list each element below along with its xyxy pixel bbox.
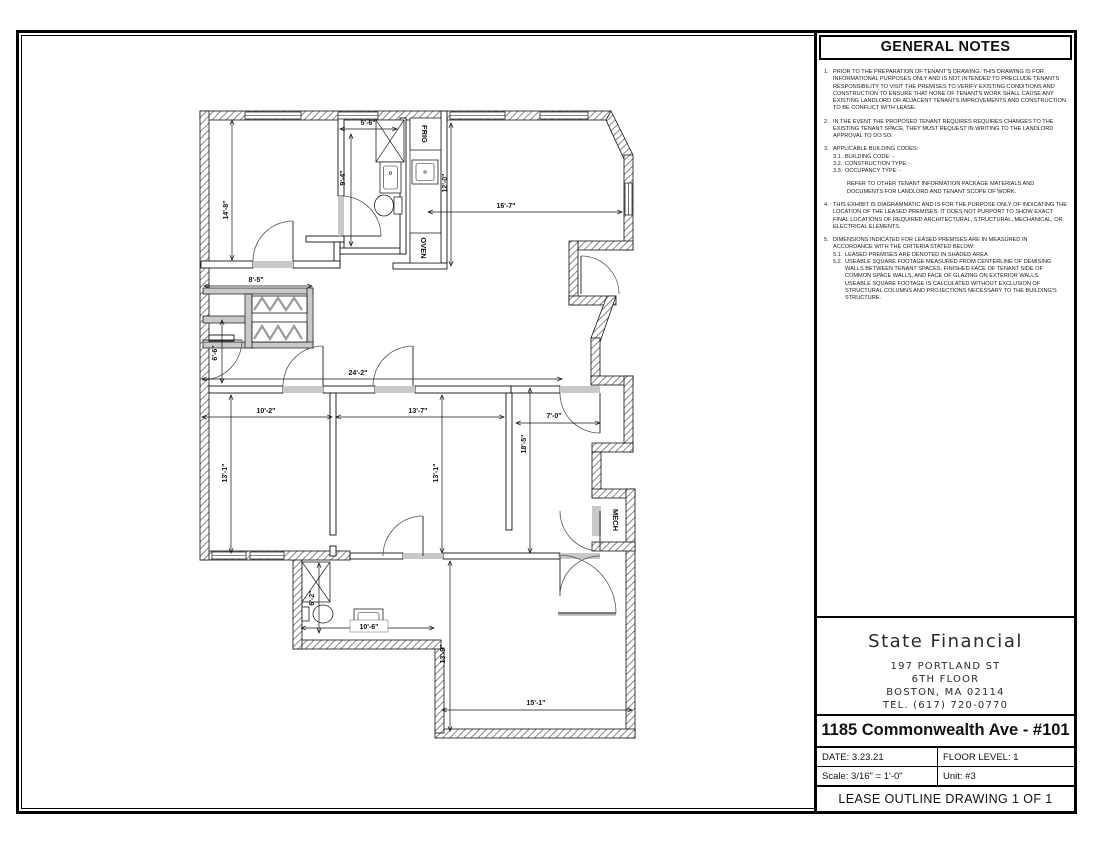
note-sub-item: 5.2. USEABLE SQUARE FOOTAGE MEASURED FROM CENTERLINE OF DEMISING WALLS BETWEEN TENANT SPACES, FINISHED FACE OF TENANT SIDE OF COMMON SPACE WALLS, AND FACE OF GLAZING ON EXTERIOR WALLS. USEABLE SQUARE FOOTAGE IS CALCULATED WITHOUT EXCLUSION OF STRUCTURAL COLUMNS AND PROJECTIONS NECESSARY TO THE BUILDING'S STRUCTURE.	[833, 258, 1057, 302]
dim-label: 10'-6"	[359, 624, 379, 631]
room-label: OVEN	[419, 237, 428, 259]
note-number: 1.	[824, 69, 829, 75]
drawing-sheet	[16, 30, 1077, 814]
note-sub-item: 3.2. CONSTRUCTION TYPE: -	[833, 160, 912, 167]
sink-icon	[412, 160, 438, 184]
dim-label: 24'-2"	[348, 370, 368, 377]
dim-label: 13'-7"	[408, 408, 428, 415]
general-notes-title: GENERAL NOTES	[819, 35, 1072, 60]
meta-row-2	[817, 766, 1074, 785]
note-item	[821, 69, 1069, 113]
window-icon	[245, 112, 301, 119]
dim-label: 13'-9"	[440, 644, 447, 664]
dim-label: 7'-0"	[546, 413, 562, 420]
door-icon	[253, 221, 293, 261]
floor-plan	[188, 98, 668, 748]
dim-label: 8'-5"	[248, 277, 264, 284]
door-icon	[383, 516, 423, 556]
window-icon	[250, 552, 284, 559]
title-block-panel	[814, 33, 1074, 811]
note-sub-item: 5.1. LEASED PREMISES ARE DENOTED IN SHADED AREA	[833, 251, 988, 258]
dim-label: 16'-7"	[496, 203, 516, 210]
date-field: DATE: 3.23.21	[822, 752, 884, 763]
note-text: IN THE EVENT THE PROPOSED TENANT REQUIRES REQUIRES CHANGES TO THE EXISTING TENANT SPACE, THEY MUST REQUEST IN WRITING TO THE LANDLORD APPROVAL TO DO SO.	[833, 118, 1054, 140]
project-title: 1185 Commonwealth Ave - #101	[817, 714, 1074, 746]
dim-label: 18'-5"	[521, 434, 528, 454]
window-icon	[212, 552, 246, 559]
room-label: MECH	[611, 508, 620, 532]
note-text: APPLICABLE BUILDING CODES:	[833, 146, 919, 153]
dim-label: 12'-0"	[442, 173, 449, 193]
firm-name: State Financial	[868, 631, 1023, 652]
firm-address-line: 6TH FLOOR	[911, 674, 980, 685]
sheet-title: LEASE OUTLINE DRAWING 1 OF 1	[817, 785, 1074, 811]
note-number: 3.	[824, 146, 829, 153]
dim-label: 15'-1"	[526, 700, 546, 707]
note-text: THIS EXHIBIT IS DIAGRAMMATIC AND IS FOR THE PURPOSE ONLY OF INDICATING THE LOCATION OF THE LEASED PREMISES. IT DOES NOT PURPORT TO SHOW EXACT FINAL LOCATIONS OF REQUIRED ARCHITECTURAL, STRUCTURAL, MECHANICAL, OR ELECTRICAL ELEMENTS.	[833, 201, 1067, 230]
note-number: 5.	[824, 237, 829, 244]
note-item	[821, 237, 1069, 302]
note-sub-item: 3.1. BUILDING CODE: -	[833, 153, 895, 160]
firm-address-line: TEL. (617) 720-0770	[882, 700, 1009, 711]
firm-address-line: 197 PORTLAND ST	[890, 661, 1001, 672]
note-item	[821, 202, 1069, 231]
door-icon	[581, 256, 619, 294]
toilet-icon	[375, 195, 403, 216]
general-notes-list	[817, 62, 1074, 616]
note-text: DIMENSIONS INDICATED FOR LEASED PREMISES ARE IN MEASURED IN ACCORDANCE WITH THE CRITERIA STATED BELOW:	[833, 237, 1028, 251]
firm-address	[817, 660, 1074, 712]
door-icon	[373, 346, 413, 386]
shower-icon	[376, 120, 404, 162]
note-sub-item: 3.3. OCCUPANCY TYPE: -	[833, 168, 902, 175]
note-item	[821, 119, 1069, 141]
dim-label: 10'-2"	[256, 408, 276, 415]
exterior-walls	[200, 111, 635, 738]
note-after-text: REFER TO OTHER TENANT INFORMATION PACKAGE MATERIALS AND DOCUMENTS FOR LANDLORD AND TENANT SCOPE OF WORK.	[847, 181, 1035, 195]
dim-label: 6'-2"	[309, 590, 316, 606]
scale-field: Scale: 3/16" = 1'-0"	[822, 771, 903, 782]
firm-address-line: BOSTON, MA 02114	[886, 687, 1005, 698]
firm-block	[817, 616, 1074, 714]
door-icon	[558, 555, 616, 614]
note-text: PRIOR TO THE PREPARATION OF TENANT'S DRAWING. THIS DRAWING IS FOR INFORMATIONAL PURPOSES ONLY AND IS NOT INTENDED TO PRECLUDE TENANTS RESPONSIBILITY TO VISIT THE PREMISES TO VERIFY EXISTING CONDITIONS AND CONSTRUCTION TO ENSURE THAT NONE OF TENANTS WORK SHALL CAUSE ANY EXISTING LANDLORD OR ADJACENT TENANTS IMPROVEMENTS AND CONSTRUCTION TO BE CONFLICT WITH LEASE.	[833, 69, 1066, 112]
window-icon	[450, 112, 505, 119]
dimensions	[202, 120, 632, 731]
note-number: 4.	[824, 201, 829, 208]
window-icon	[540, 112, 588, 119]
shower-icon	[302, 562, 330, 602]
dim-label: 9'-4"	[340, 170, 347, 186]
door-icon	[283, 346, 323, 386]
dim-label: 13'-1"	[222, 463, 229, 483]
toilet-icon	[302, 605, 333, 623]
door-icon	[560, 393, 600, 433]
dim-label: 5'-6"	[360, 120, 376, 127]
sink-icon	[380, 162, 401, 193]
window-icon	[338, 112, 378, 119]
window-icon	[625, 183, 632, 215]
dim-label: 6'-6"	[212, 345, 219, 361]
note-number: 2.	[824, 118, 829, 125]
door-icon	[560, 556, 600, 596]
dim-label: 14'-8"	[223, 200, 230, 220]
floor-level-field: FLOOR LEVEL: 1	[937, 748, 1074, 766]
room-label: FRIG	[420, 125, 429, 143]
unit-field: Unit: #3	[937, 767, 1074, 785]
dim-label: 13'-1"	[433, 463, 440, 483]
meta-row-1	[817, 746, 1074, 766]
note-item	[821, 146, 1069, 196]
